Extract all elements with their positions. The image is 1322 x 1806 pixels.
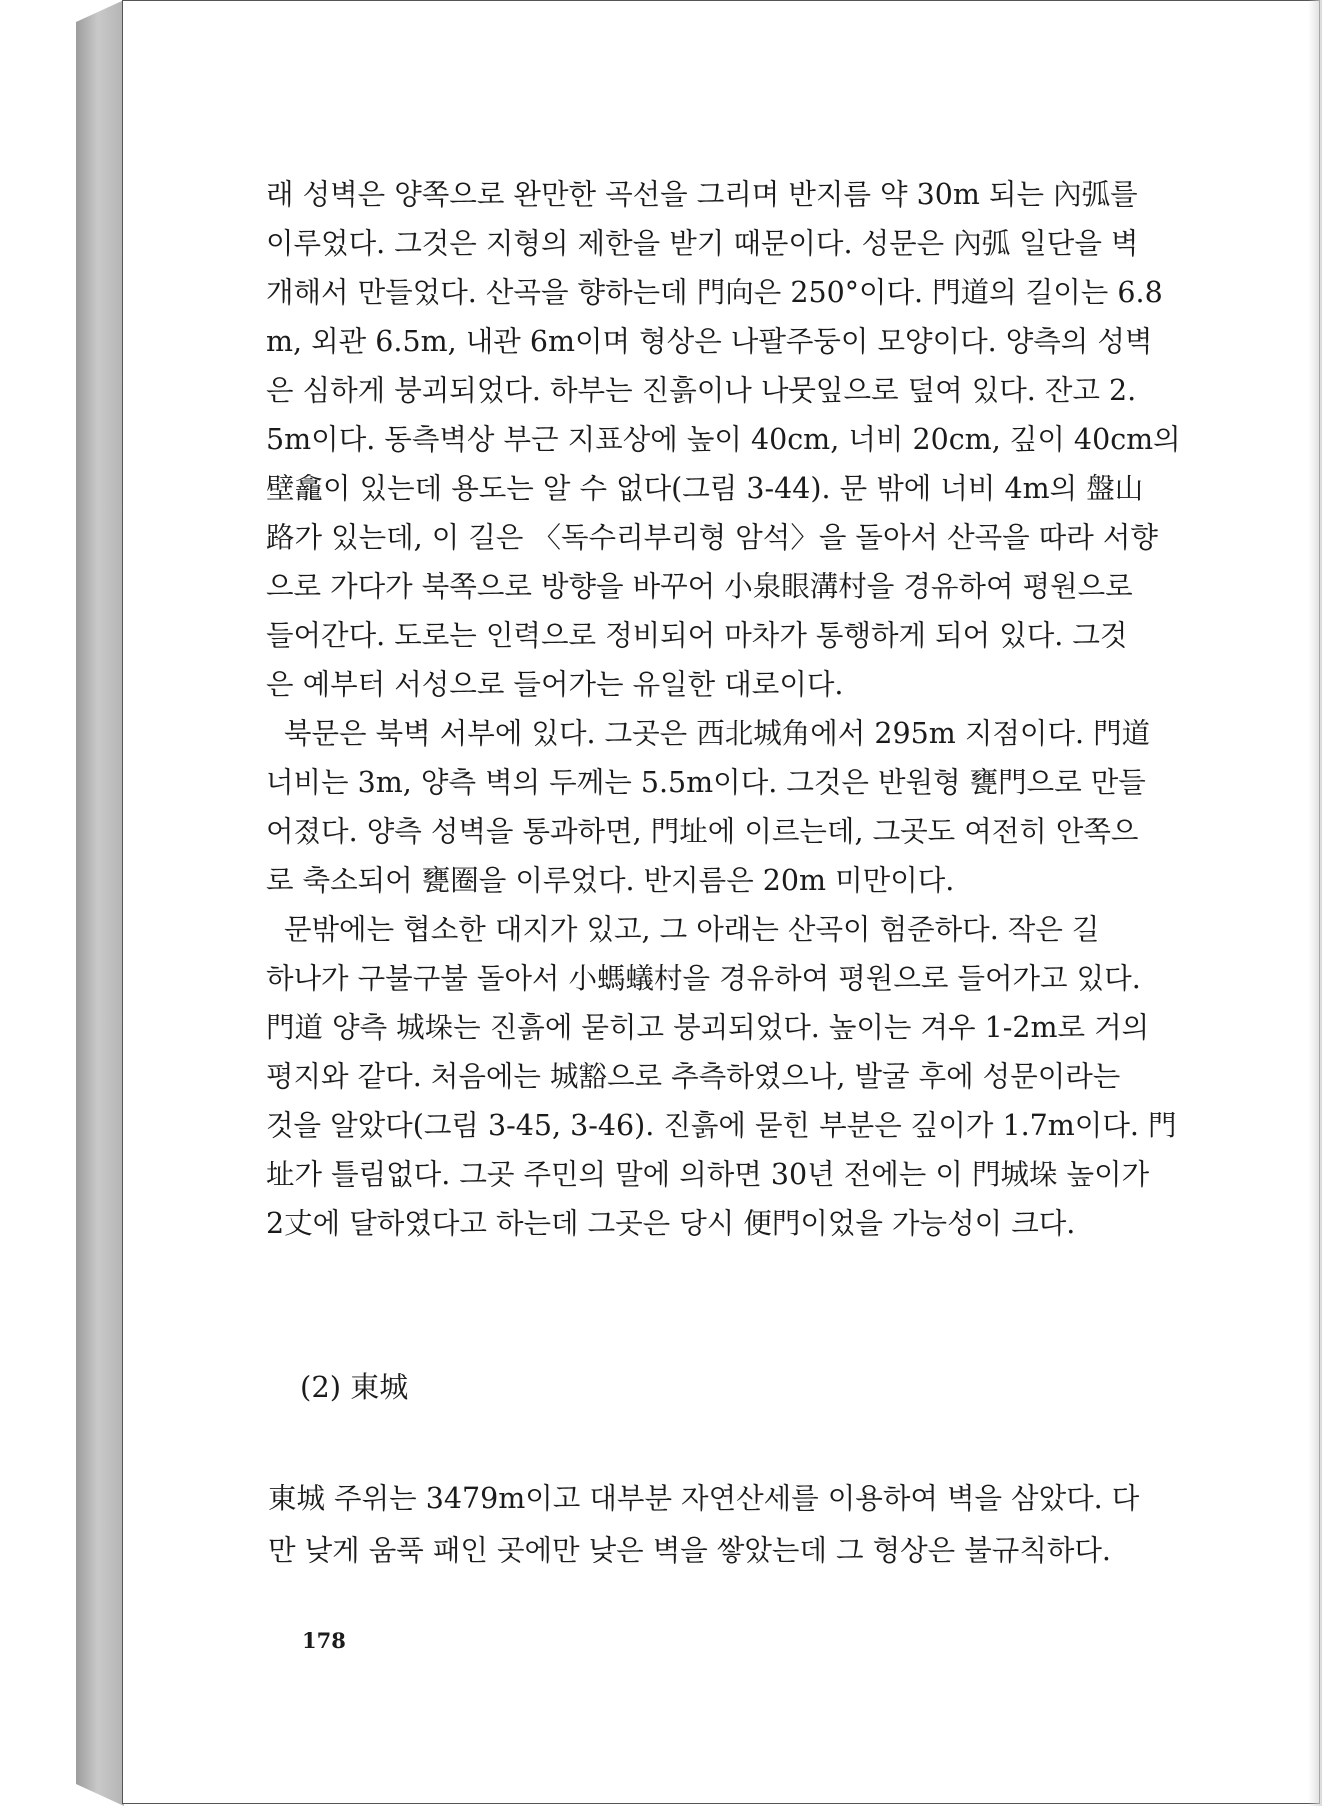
text-line: 路가 있는데, 이 길은 〈독수리부리형 암석〉을 돌아서 산곡을 따라 서향 [266,521,1158,554]
text-line: 門道 양측 城垛는 진흙에 묻히고 붕괴되었다. 높이는 겨우 1-2m로 거의 [266,1011,1150,1044]
text-line: 2丈에 달하였다고 하는데 그곳은 당시 便門이었을 가능성이 크다. [266,1207,1076,1240]
text-line: m, 외관 6.5m, 내관 6m이며 형상은 나팔주둥이 모양이다. 양측의 성벽 [266,325,1153,358]
text-line: 만 낮게 움푹 패인 곳에만 낮은 벽을 쌓았는데 그 형상은 불규칙하다. [268,1534,1111,1567]
text-line: 이루었다. 그것은 지형의 제한을 받기 때문이다. 성문은 內弧 일단을 벽 [266,227,1139,260]
text-line: 래 성벽은 양쪽으로 완만한 곡선을 그리며 반지름 약 30m 되는 內弧를 [266,178,1138,211]
book-spine-edge [76,0,124,1806]
text-line: 으로 가다가 북쪽으로 방향을 바꾸어 小泉眼溝村을 경유하여 평원으로 [266,570,1133,603]
text-line: 은 예부터 서성으로 들어가는 유일한 대로이다. [266,668,844,701]
text-line: 북문은 북벽 서부에 있다. 그곳은 西北城角에서 295m 지점이다. 門道 [284,717,1151,750]
page-number: 178 [302,1628,346,1653]
section-text [268,1473,1180,1577]
body-text [266,170,1181,1248]
text-line: 5m이다. 동측벽상 부근 지표상에 높이 40cm, 너비 20cm, 깊이 40cm의 [266,423,1181,456]
text-line: 하나가 구불구불 돌아서 小螞蟻村을 경유하여 평원으로 들어가고 있다. [266,962,1141,995]
text-line: 로 축소되어 甕圈을 이루었다. 반지름은 20m 미만이다. [266,864,955,897]
page-edge-shadow [1308,0,1322,1806]
section-heading: (2) 東城 [300,1370,409,1404]
text-line: 東城 주위는 3479m이고 대부분 자연산세를 이용하여 벽을 삼았다. 다 [268,1482,1140,1515]
text-line: 壁龕이 있는데 용도는 알 수 없다(그림 3-44). 문 밖에 너비 4m의 盤山 [266,472,1144,505]
text-line: 은 심하게 붕괴되었다. 하부는 진흙이나 나뭇잎으로 덮여 있다. 잔고 2. [266,374,1137,407]
text-line: 너비는 3m, 양측 벽의 두께는 5.5m이다. 그것은 반원형 甕門으로 만들 [266,766,1146,799]
text-line: 어졌다. 양측 성벽을 통과하면, 門址에 이르는데, 그곳도 여전히 안쪽으 [266,815,1139,848]
text-line: 들어간다. 도로는 인력으로 정비되어 마차가 통행하게 되어 있다. 그것 [266,619,1128,652]
text-line: 것을 알았다(그림 3-45, 3-46). 진흙에 묻힌 부분은 깊이가 1.7m이다. 門 [266,1109,1177,1142]
text-line: 개해서 만들었다. 산곡을 향하는데 門向은 250°이다. 門道의 길이는 6.8 [266,276,1163,309]
text-line: 평지와 같다. 처음에는 城豁으로 추측하였으나, 발굴 후에 성문이라는 [266,1060,1121,1093]
text-line: 문밖에는 협소한 대지가 있고, 그 아래는 산곡이 험준하다. 작은 길 [284,913,1100,946]
text-line: 址가 틀림없다. 그곳 주민의 말에 의하면 30년 전에는 이 門城垛 높이가 [266,1158,1150,1191]
